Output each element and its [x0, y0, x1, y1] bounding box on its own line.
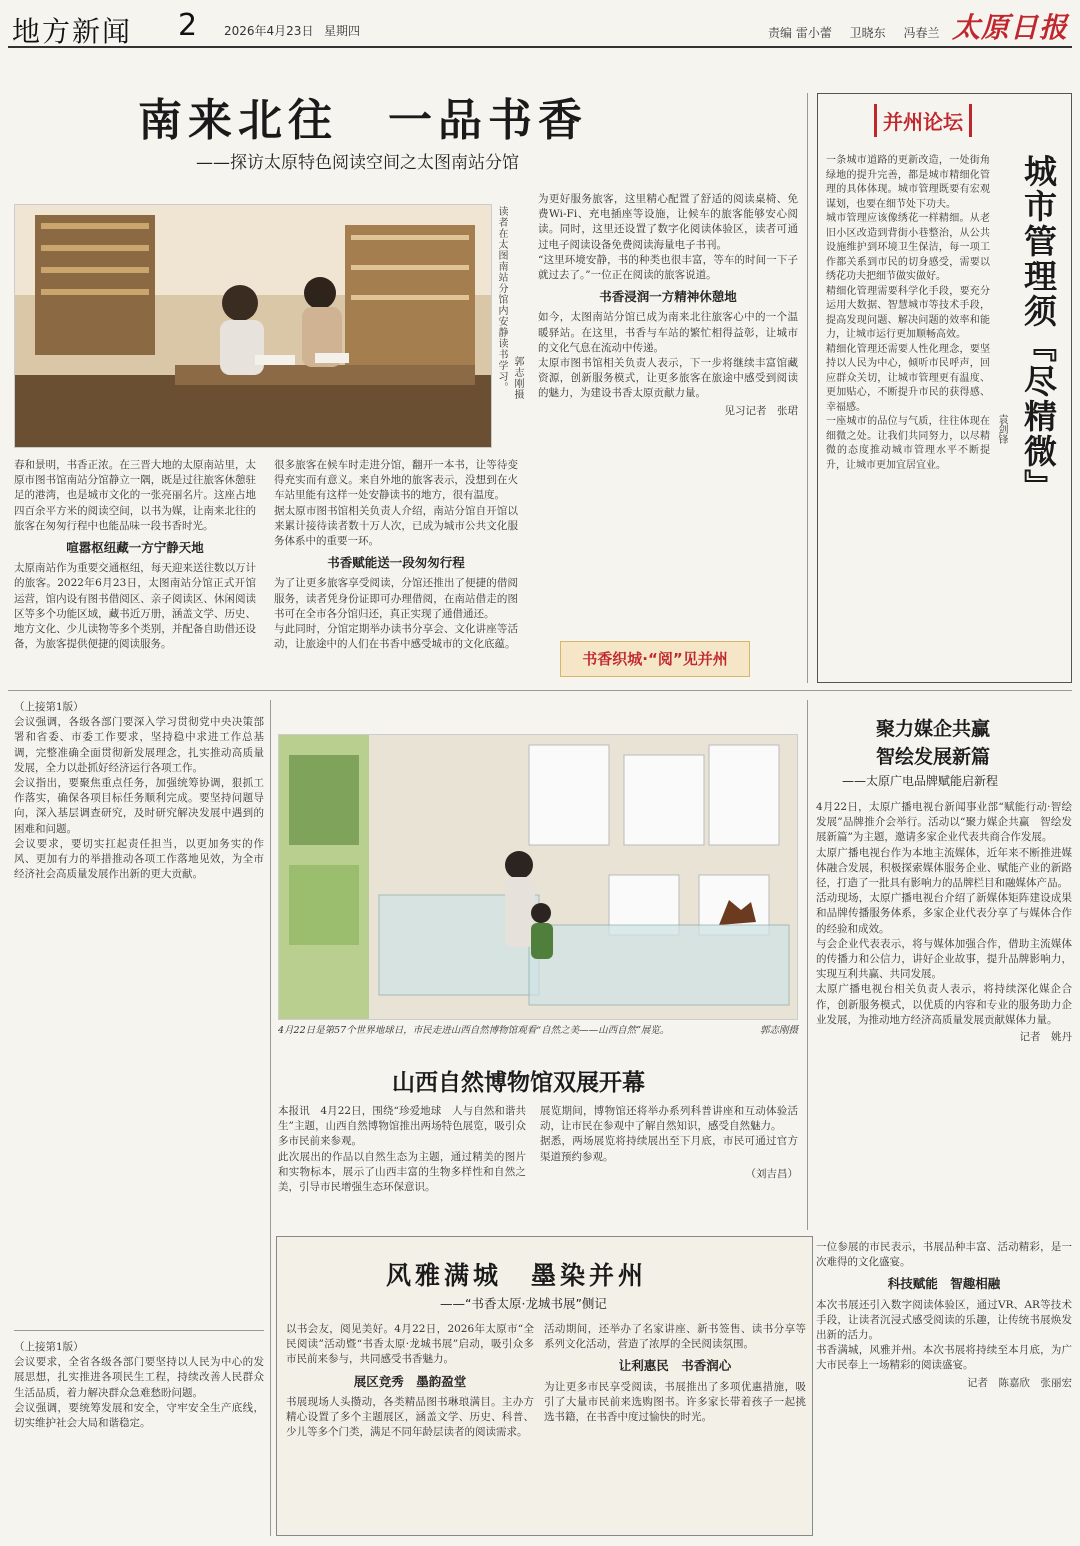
section-divider — [8, 690, 1072, 691]
fair-subheadline: ——“书香太原·龙城书展”侧记 — [440, 1296, 607, 1311]
lead-col3-para-2: “这里环境安静，书的种类也很丰富，等车的时间一下子就过去了。”一位正在阅读的旅客说道。 — [538, 253, 798, 282]
fair-para-1: 以书会友，阅见美好。4月22日，2026年太原市“全民阅读”活动暨“书香太原·龙城书展”启动，吸引众多市民前来参与，共同感受书香魅力。 — [286, 1323, 534, 1366]
continued-story — [14, 700, 264, 1320]
media-body — [816, 800, 1072, 1228]
continued-tag: （上接第1版） — [14, 701, 84, 713]
continued2-para-1: 会议要求，全省各级各部门要坚持以人民为中心的发展思想，扎实推进各项民生工程，持续改善人民群众生活品质，着力解决群众急难愁盼问题。 — [14, 1356, 264, 1399]
masthead — [8, 6, 1072, 48]
forum-para-4: 精细化管理还需要人性化理念，要坚持以人民为中心，倾听市民呼声，回应群众关切，让城市管理更有温度、更加贴心，不断提升市民的获得感、幸福感。 — [826, 343, 990, 413]
page-number: 2 — [178, 8, 198, 43]
editors — [768, 24, 954, 41]
fair-para-4: 为让更多市民享受阅读，书展推出了多项优惠措施，吸引了大量市民前来选购图书。许多家长带着孩子一起挑选书籍，在书香中度过愉快的时光。 — [544, 1380, 806, 1424]
lead-col3b-para-2: 太原市图书馆相关负责人表示，下一步将继续丰富馆藏资源，创新服务模式，让更多旅客在旅途中感受到阅读的魅力，为建设书香太原贡献力量。 — [538, 357, 798, 400]
continued-para-1: 会议强调，各级各部门要深入学习贯彻党中央决策部署和省委、市委工作要求，坚持稳中求进工作总基调，完整准确全面贯彻新发展理念，扎实推动高质量发展，全力以赴抓好经济运行各项工作。 — [14, 716, 264, 774]
fair-para-7: 书香满城，风雅并州。本次书展将持续至本月底，为广大市民奉上一场精彩的阅读盛宴。 — [816, 1344, 1072, 1372]
right-divider — [807, 700, 808, 1230]
forum-commentary — [817, 93, 1072, 683]
fair-col1-subhead: 展区竞秀 墨韵盈堂 — [353, 1373, 467, 1389]
lead-byline: 见习记者 张珺 — [724, 404, 798, 417]
continued-story-2 — [14, 1340, 264, 1536]
lead-subheadline: ——探访太原特色阅读空间之太图南站分馆 — [196, 153, 519, 173]
media-para-5: 太原广播电视台相关负责人表示，将持续深化媒企合作，创新服务模式，以优质的内容和专业的服务助力企业发展，为推动地方经济高质量发展贡献媒体力量。 — [816, 983, 1072, 1026]
museum-para-4: 据悉，两场展览将持续展出至下月底，市民可通过官方渠道预约参观。 — [540, 1135, 798, 1163]
media-headline-2: 智绘发展新篇 — [876, 746, 991, 768]
fair-col-3 — [816, 1240, 1072, 1536]
lead-col-3 — [538, 192, 798, 632]
fair-col2-subhead: 让利惠民 书香润心 — [618, 1358, 732, 1374]
museum-col-2 — [540, 1104, 798, 1230]
museum-byline: （刘吉昌） — [745, 1167, 798, 1180]
fair-col3-subhead: 科技赋能 智趣相融 — [887, 1276, 1001, 1292]
museum-photo — [278, 734, 798, 1020]
lead-col1b-para: 太原南站作为重要交通枢纽，每天迎来送往数以万计的旅客。2022年6月23日，太图南站分馆正式开馆运营，馆内设有图书借阅区、亲子阅读区、休闲阅读区等多个功能区域，藏书近万册，涵盖文学、历史、地方文化、少儿读物等多个类别，并配备自助借还设备，为旅客提供便捷的阅读服务。 — [14, 562, 256, 651]
lead-photo-caption — [494, 206, 508, 406]
fair-col-1 — [286, 1322, 534, 1532]
library-photo-illustration — [15, 205, 492, 448]
lead-photo-caption-text: 读者在太图南站分馆内安静读书学习。 — [496, 206, 507, 393]
lead-headline: 南来北往 一品书香 — [138, 95, 588, 146]
lead-col2-para-2: 据太原市图书馆相关负责人介绍，南站分馆自开馆以来累计接待读者数十万人次，已成为城市公共文化服务体系中的重要一环。 — [274, 504, 518, 548]
continued-tag-2: （上接第1版） — [14, 1341, 84, 1353]
fair-headline: 风雅满城 墨染并州 — [386, 1261, 648, 1290]
editor-3: 冯春兰 — [903, 26, 940, 40]
lead-col3b-para-1: 如今，太图南站分馆已成为南来北往旅客心中的一个温暖驿站。在这里，书香与车站的繁忙相得益彰，让城市的文化气息在流动中传递。 — [538, 311, 798, 354]
museum-para-2: 此次展出的作品以自然生态为主题，通过精美的图片和实物标本，展示了山西丰富的生物多样性和自然之美，引导市民增强生态环保意识。 — [278, 1150, 526, 1194]
museum-para-1: 本报讯 4月22日，围绕“珍爱地球 人与自然和谐共生”主题，山西自然博物馆推出两场特色展览，吸引众多市民前来参观。 — [278, 1105, 526, 1148]
forum-para-3: 精细化管理需要科学化手段，要充分运用大数据、智慧城市等技术手段，提高发现问题、解决问题的效率和能力，让城市运行更加顺畅高效。 — [826, 285, 990, 340]
fair-byline: 记者 陈嘉欣 张丽宏 — [967, 1376, 1072, 1389]
fair-para-2: 书展现场人头攒动，各类精品图书琳琅满目。主办方精心设置了多个主题展区，涵盖文学、历史、科普、少儿等多个门类，满足不同年龄层读者的阅读需求。 — [286, 1395, 534, 1439]
forum-para-1: 一条城市道路的更新改造，一处街角绿地的提升完善，都是城市精细化管理的具体体现。城市管理既要有宏观谋划，也要在细节处下功夫。 — [826, 155, 990, 210]
media-para-4: 与会企业代表表示，将与媒体加强合作，借助主流媒体的传播力和公信力，讲好企业故事，提升品牌影响力，实现互利共赢、共同发展。 — [816, 937, 1072, 981]
lead-photo-credit: 郭志刚摄 — [512, 356, 523, 400]
weekday: 星期四 — [324, 24, 361, 38]
section-name: 地方新闻 — [12, 15, 133, 48]
media-para-2: 太原广播电视台作为本地主流媒体，近年来不断推进媒体融合发展，积极探索媒体服务企业、赋能产业的新路径，打造了一批具有影响力的品牌栏目和融媒体产品。 — [816, 846, 1072, 890]
lead-col-1 — [14, 458, 256, 683]
left-divider — [270, 700, 271, 1536]
lead-col2b-para-1: 为了让更多旅客享受阅读，分馆还推出了便捷的借阅服务，读者凭身份证即可办理借阅，在南站借走的图书可在全市各分馆归还，真正实现了通借通还。 — [274, 577, 518, 620]
lead-col-2 — [274, 458, 518, 683]
reading-promo-banner: 书香织城·“阅”见并州 — [560, 641, 750, 677]
fair-para-5: 一位参展的市民表示，书展品种丰富、活动精彩，是一次难得的文化盛宴。 — [816, 1241, 1072, 1269]
forum-tag: 并州论坛 — [874, 104, 972, 137]
museum-caption-text: 4月22日是第57个世界地球日，市民走进山西自然博物馆观看“自然之美——山西自然”展览。 — [278, 1025, 670, 1036]
media-para-1: 4月22日，太原广播电视台新闻事业部“赋能行动·智绘发展”品牌推介会举行。活动以“聚力媒企共赢 智绘发展新篇”为主题，邀请多家企业代表共商合作发展。 — [816, 801, 1072, 844]
library-photo — [14, 204, 492, 448]
lead-col2-para-1: 很多旅客在候车时走进分馆，翻开一本书，让等待变得充实而有意义。来自外地的旅客表示，没想到在火车站里能有这样一处安静读书的地方，很有温度。 — [274, 459, 518, 502]
issue-date: 2026年4月23日 — [224, 24, 314, 38]
media-headline-1: 聚力媒企共赢 — [876, 718, 991, 740]
forum-body — [826, 154, 990, 678]
museum-photo-illustration — [279, 735, 798, 1020]
forum-para-2: 城市管理应该像绣花一样精细。从老旧小区改造到背街小巷整治，从公共设施维护到环境卫生保洁，每一项工作都关系到市民的切身感受，需要以绣花功夫把细节做实做好。 — [826, 213, 990, 282]
fair-para-6: 本次书展还引入数字阅读体验区，通过VR、AR等技术手段，让读者沉浸式感受阅读的乐趣，让传统书展焕发出新的活力。 — [816, 1298, 1072, 1342]
column-divider — [807, 93, 808, 683]
media-byline: 记者 姚丹 — [1019, 1031, 1072, 1044]
lead-col1-subhead: 喧嚣枢纽藏一方宁静天地 — [66, 540, 204, 556]
forum-headline: 城市管理须『尽精微』 — [1019, 154, 1058, 504]
museum-para-3: 展览期间，博物馆还将举办系列科普讲座和互动体验活动，让市民在参观中了解自然知识，感受自然魅力。 — [540, 1105, 798, 1133]
fair-para-3: 活动期间，还举办了名家讲座、新书签售、读书分享等系列文化活动，营造了浓厚的全民阅读氛围。 — [544, 1323, 806, 1351]
continued-divider — [14, 1330, 264, 1331]
lead-col1-para: 春和景明，书香正浓。在三晋大地的太原南站里，太原市图书馆南站分馆静立一隅，既是过往旅客休憩驻足的港湾，也是城市文化的一张亮丽名片。这座占地四百余平方米的阅读空间，以书为媒，让南来北往的旅客在匆匆行程中也能品味一段书香时光。 — [14, 459, 256, 532]
lead-col3-subhead: 书香浸润一方精神休憩地 — [599, 289, 737, 305]
lead-col3-para-1: 为更好服务旅客，这里精心配置了舒适的阅读桌椅、免费Wi-Fi、充电插座等设施，让候车的旅客能够安心阅读。同时，这里还设置了数字化阅读体验区，读者可通过电子阅读设备免费阅读海量电子书刊。 — [538, 193, 798, 251]
lead-col2b-para-2: 与此同时，分馆定期举办读书分享会、文化讲座等活动，让旅途中的人们在书香中感受城市的文化底蕴。 — [274, 623, 518, 651]
editor-1: 责编 雷小蕾 — [768, 26, 832, 40]
forum-author: 袁剑锋 — [996, 414, 1007, 444]
museum-col-1 — [278, 1104, 526, 1230]
continued-para-3: 会议要求，要切实扛起责任担当，以更加务实的作风、更加有力的举措推动各项工作落地见效，为全市经济社会高质量发展作出新的更大贡献。 — [14, 837, 264, 881]
continued-para-2: 会议指出，要聚焦重点任务，加强统筹协调，狠抓工作落实，确保各项目标任务顺利完成。要坚持问题导向，深入基层调查研究，及时研究解决发展中遇到的困难和问题。 — [14, 777, 264, 835]
media-subheadline: ——太原广电品牌赋能启新程 — [842, 774, 999, 788]
continued2-para-2: 会议强调，要统筹发展和安全，守牢安全生产底线，切实维护社会大局和谐稳定。 — [14, 1401, 264, 1430]
media-para-3: 活动现场，太原广播电视台介绍了新媒体矩阵建设成果和品牌传播服务体系，多家企业代表分享了与媒体合作的经验和成效。 — [816, 892, 1072, 935]
newspaper-logo: 太原日报 — [951, 11, 1068, 44]
museum-caption-credit: 郭志刚摄 — [759, 1025, 798, 1036]
museum-photo-caption — [278, 1024, 798, 1037]
museum-headline: 山西自然博物馆双展开幕 — [392, 1070, 645, 1096]
editor-2: 卫晓东 — [849, 26, 886, 40]
forum-para-5: 一座城市的品位与气质，往往体现在细微之处。让我们共同努力，以尽精微的态度推动城市管理水平不断提升，让城市更加宜居宜业。 — [826, 416, 990, 471]
fair-col-2 — [544, 1322, 806, 1532]
lead-col2-subhead: 书香赋能送一段匆匆行程 — [327, 555, 465, 571]
